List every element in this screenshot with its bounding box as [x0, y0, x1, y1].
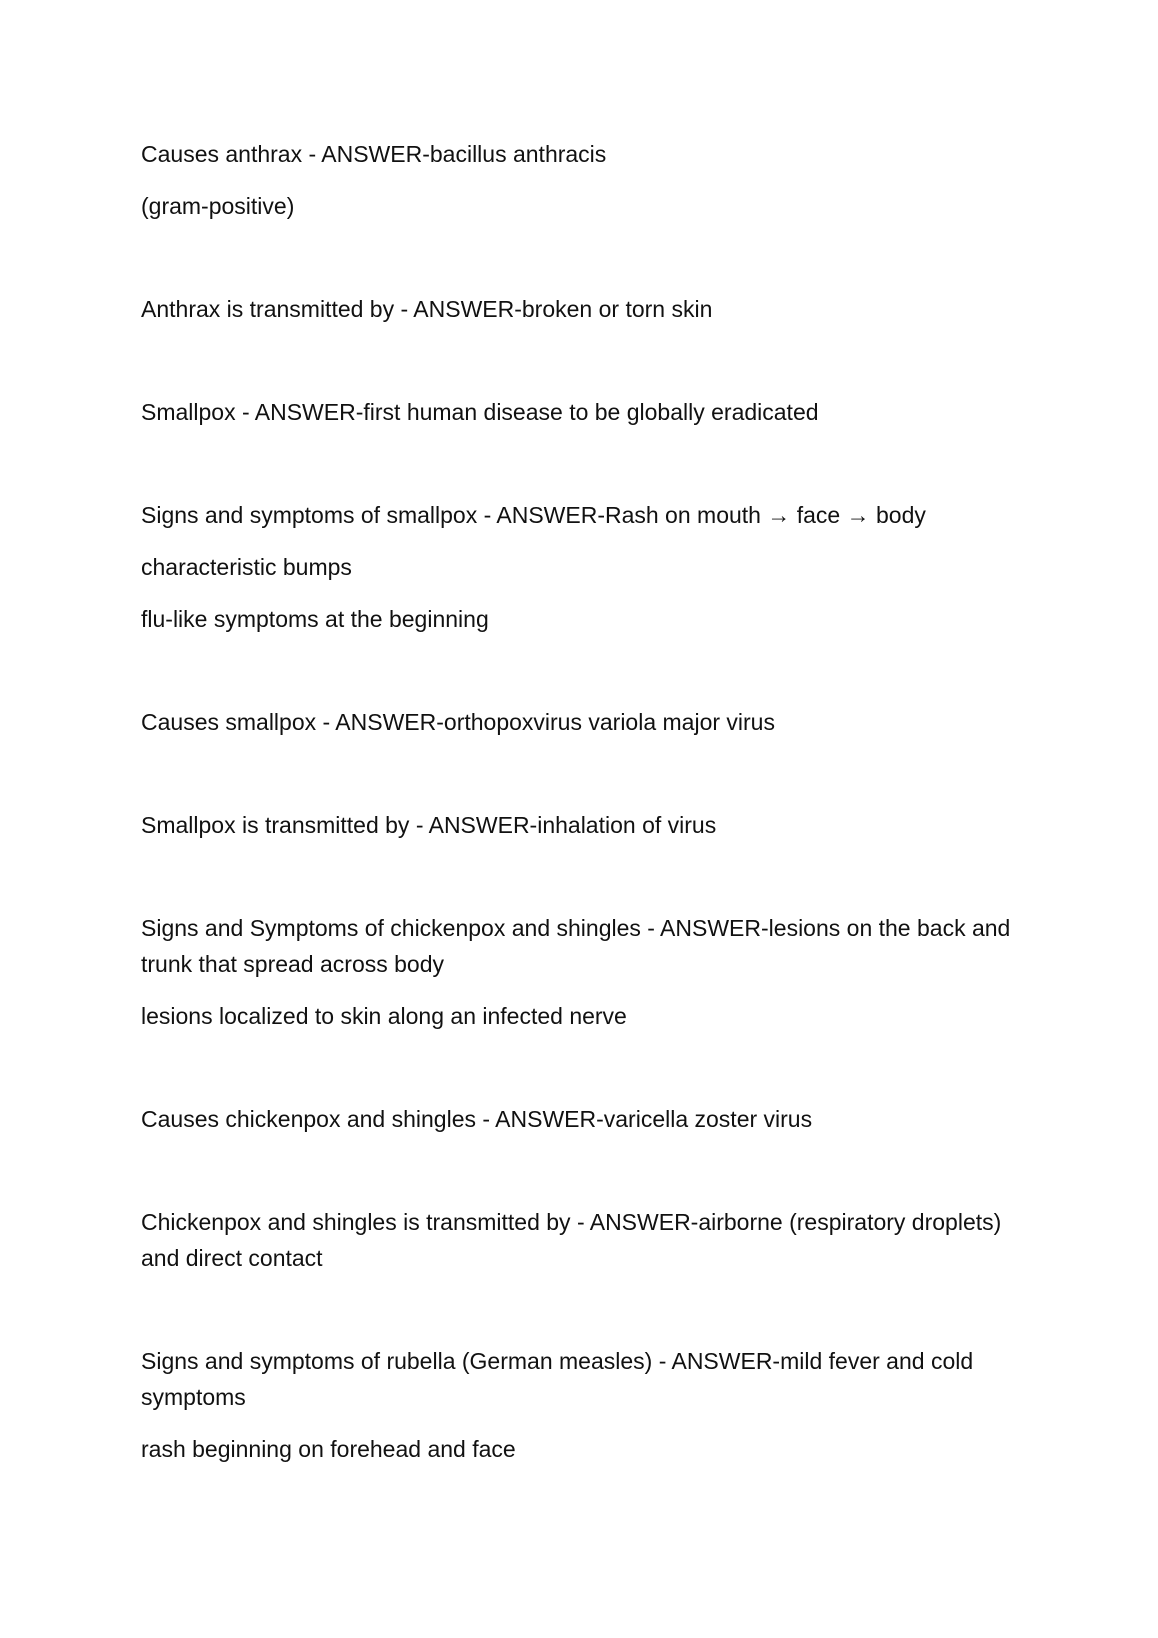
qa-item	[141, 1204, 1021, 1276]
qa-item	[141, 291, 1021, 327]
text-line: Causes anthrax - ANSWER-bacillus anthracis	[141, 141, 607, 167]
text-line: Signs and Symptoms of chickenpox and shingles - ANSWER-lesions on the back and trunk that spread across body	[141, 915, 1011, 977]
text-line: Smallpox - ANSWER-first human disease to be globally eradicated	[141, 399, 819, 425]
text-line: Causes chickenpox and shingles - ANSWER-varicella zoster virus	[141, 1106, 813, 1132]
qa-item	[141, 704, 1021, 740]
text-line: Signs and symptoms of rubella (German measles) - ANSWER-mild fever and cold symptoms	[141, 1348, 974, 1410]
text-line: Anthrax is transmitted by - ANSWER-broken or torn skin	[141, 296, 713, 322]
text-line: Causes smallpox - ANSWER-orthopoxvirus variola major virus	[141, 709, 775, 735]
text-line: Chickenpox and shingles is transmitted by - ANSWER-airborne (respiratory droplets) and direct contact	[141, 1209, 1002, 1271]
text-line: flu-like symptoms at the beginning	[141, 606, 489, 632]
document-content	[141, 136, 1021, 1534]
qa-item	[141, 394, 1021, 430]
text-line: Signs and symptoms of smallpox - ANSWER-Rash on mouth → face → body	[141, 502, 926, 528]
qa-item	[141, 910, 1021, 1034]
qa-item	[141, 136, 1021, 224]
text-line: lesions localized to skin along an infected nerve	[141, 1003, 627, 1029]
text-line: rash beginning on forehead and face	[141, 1436, 516, 1462]
qa-item	[141, 807, 1021, 843]
qa-item	[141, 1101, 1021, 1137]
text-line: Smallpox is transmitted by - ANSWER-inhalation of virus	[141, 812, 717, 838]
text-line: (gram-positive)	[141, 193, 295, 219]
qa-item	[141, 497, 1021, 637]
text-line: characteristic bumps	[141, 554, 352, 580]
qa-item	[141, 1343, 1021, 1467]
